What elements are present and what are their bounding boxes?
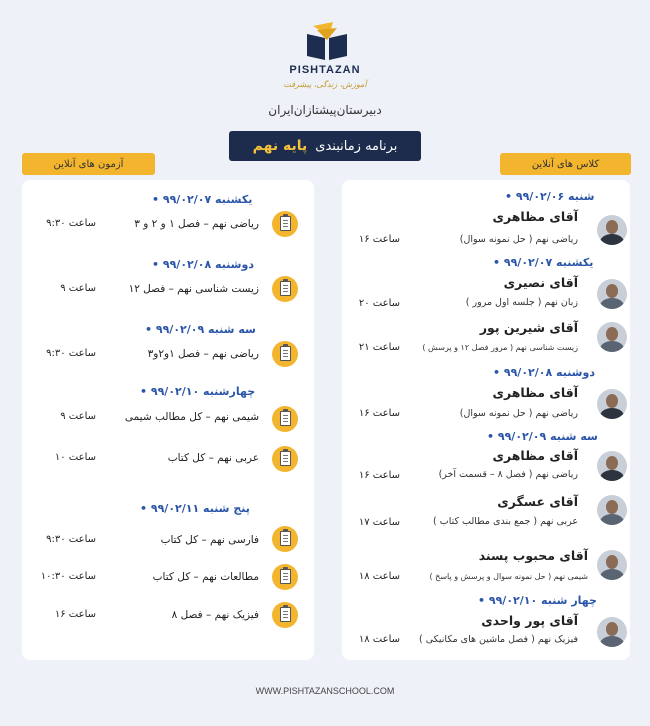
- class-time: ساعت ۲۱: [358, 342, 400, 353]
- brand-name: PISHTAZAN: [289, 64, 361, 76]
- exam-sheet-icon: [272, 341, 298, 367]
- exam-day-heading: • دوشنبه ۹۹/۰۲/۰۸: [152, 258, 254, 271]
- teacher-name: آقای مظاهری: [492, 209, 578, 224]
- exam-subject: زیست شناسی نهم – فصل ۱۲: [128, 283, 259, 295]
- class-time: ساعت ۱۶: [358, 234, 400, 245]
- exam-subject: ریاضی نهم – فصل ۱و۲و۳: [147, 348, 259, 360]
- school-name: دبیرستان‌پیشتازان‌ایران: [268, 103, 382, 117]
- class-course: عربی نهم ( جمع بندی مطالب کتاب ): [433, 516, 578, 527]
- teacher-name: آقای شیرین پور: [479, 320, 578, 335]
- tab-online-classes: کلاس های آنلاین: [500, 153, 631, 175]
- teacher-avatar: [597, 451, 627, 481]
- header: [0, 0, 650, 130]
- teacher-name: آقای محبوب پسند: [478, 548, 588, 563]
- class-time: ساعت ۱۷: [358, 517, 400, 528]
- teacher-avatar: [597, 389, 627, 419]
- exam-time: ساعت ۹: [60, 283, 96, 294]
- exam-sheet-icon: [272, 406, 298, 432]
- exam-day-heading: • چهارشنبه ۹۹/۰۲/۱۰: [140, 385, 256, 398]
- exam-sheet-icon: [272, 526, 298, 552]
- page-title-accent: پایه نهم: [252, 138, 308, 154]
- class-course: ریاضی نهم ( حل نمونه سوال): [459, 408, 578, 419]
- website-url: WWW.PISHTAZANSCHOOL.COM: [255, 686, 395, 696]
- exam-subject: مطالعات نهم – کل کتاب: [152, 571, 259, 583]
- tab-online-exams: آزمون های آنلاین: [22, 153, 155, 175]
- exam-subject: ریاضی نهم – فصل ۱ و ۲ و ۳: [134, 218, 259, 230]
- class-day-heading: • چهار شنبه ۹۹/۰۲/۱۰: [478, 594, 597, 607]
- teacher-name: آقای نصیری: [503, 275, 578, 290]
- exam-subject: عربی نهم – کل کتاب: [167, 452, 259, 464]
- class-day-heading: • سه شنبه ۹۹/۰۲/۰۹: [487, 430, 598, 443]
- exam-time: ساعت ۱۶: [54, 609, 96, 620]
- class-day-heading: • دوشنبه ۹۹/۰۲/۰۸: [493, 366, 595, 379]
- classes-panel: [342, 180, 630, 660]
- page-title-main: برنامه زمانبندی: [315, 138, 398, 154]
- exam-subject: شیمی نهم – کل مطالب شیمی: [124, 411, 259, 423]
- teacher-name: آقای پور واحدی: [481, 613, 578, 628]
- class-course: ریاضی نهم ( فصل ۸ – قسمت آخر): [438, 469, 578, 480]
- teacher-avatar: [597, 215, 627, 245]
- teacher-avatar: [597, 322, 627, 352]
- class-day-heading: • یکشنبه ۹۹/۰۲/۰۷: [493, 256, 594, 269]
- class-course: فیزیک نهم ( فصل ماشین های مکانیکی ): [419, 634, 578, 645]
- exam-sheet-icon: [272, 276, 298, 302]
- class-time: ساعت ۱۶: [358, 408, 400, 419]
- page-title: [229, 131, 421, 161]
- class-course: شیمی نهم ( حل نمونه سوال و پرسش و پاسخ ): [429, 572, 588, 581]
- teacher-name: آقای مظاهری: [492, 385, 578, 400]
- exam-day-heading: • پنج شنبه ۹۹/۰۲/۱۱: [140, 502, 250, 515]
- exam-time: ساعت ۱۰:۳۰: [40, 571, 96, 582]
- exam-time: ساعت ۹: [60, 411, 96, 422]
- exam-day-heading: • یکشنبه ۹۹/۰۲/۰۷: [152, 193, 253, 206]
- teacher-avatar: [597, 550, 627, 580]
- teacher-avatar: [597, 495, 627, 525]
- class-course: زیست شناسی نهم ( مرور فصل ۱۲ و پرسش ): [422, 343, 578, 352]
- exam-time: ساعت ۹:۳۰: [46, 348, 96, 359]
- exam-subject: فیزیک نهم – فصل ۸: [171, 609, 259, 621]
- exam-time: ساعت ۱۰: [54, 452, 96, 463]
- exam-sheet-icon: [272, 564, 298, 590]
- exam-time: ساعت ۹:۳۰: [46, 218, 96, 229]
- teacher-name: آقای مظاهری: [492, 448, 578, 463]
- slogan: آموزش، زندگی، پیشرفت: [283, 80, 367, 89]
- class-course: ریاضی نهم ( حل نمونه سوال): [459, 234, 578, 245]
- exam-sheet-icon: [272, 602, 298, 628]
- class-time: ساعت ۲۰: [358, 298, 400, 309]
- exam-time: ساعت ۹:۳۰: [46, 534, 96, 545]
- exam-subject: فارسی نهم – کل کتاب: [160, 534, 259, 546]
- exam-day-heading: • سه شنبه ۹۹/۰۲/۰۹: [145, 323, 256, 336]
- teacher-name: آقای عسگری: [497, 494, 578, 509]
- book-logo-icon: [303, 22, 351, 62]
- class-course: زبان نهم ( جلسه اول مرور ): [465, 297, 578, 308]
- teacher-avatar: [597, 279, 627, 309]
- class-time: ساعت ۱۸: [358, 571, 400, 582]
- exam-sheet-icon: [272, 211, 298, 237]
- class-time: ساعت ۱۸: [358, 634, 400, 645]
- class-day-heading: • شنبه ۹۹/۰۲/۰۶: [505, 190, 595, 203]
- teacher-avatar: [597, 617, 627, 647]
- class-time: ساعت ۱۶: [358, 470, 400, 481]
- exam-sheet-icon: [272, 446, 298, 472]
